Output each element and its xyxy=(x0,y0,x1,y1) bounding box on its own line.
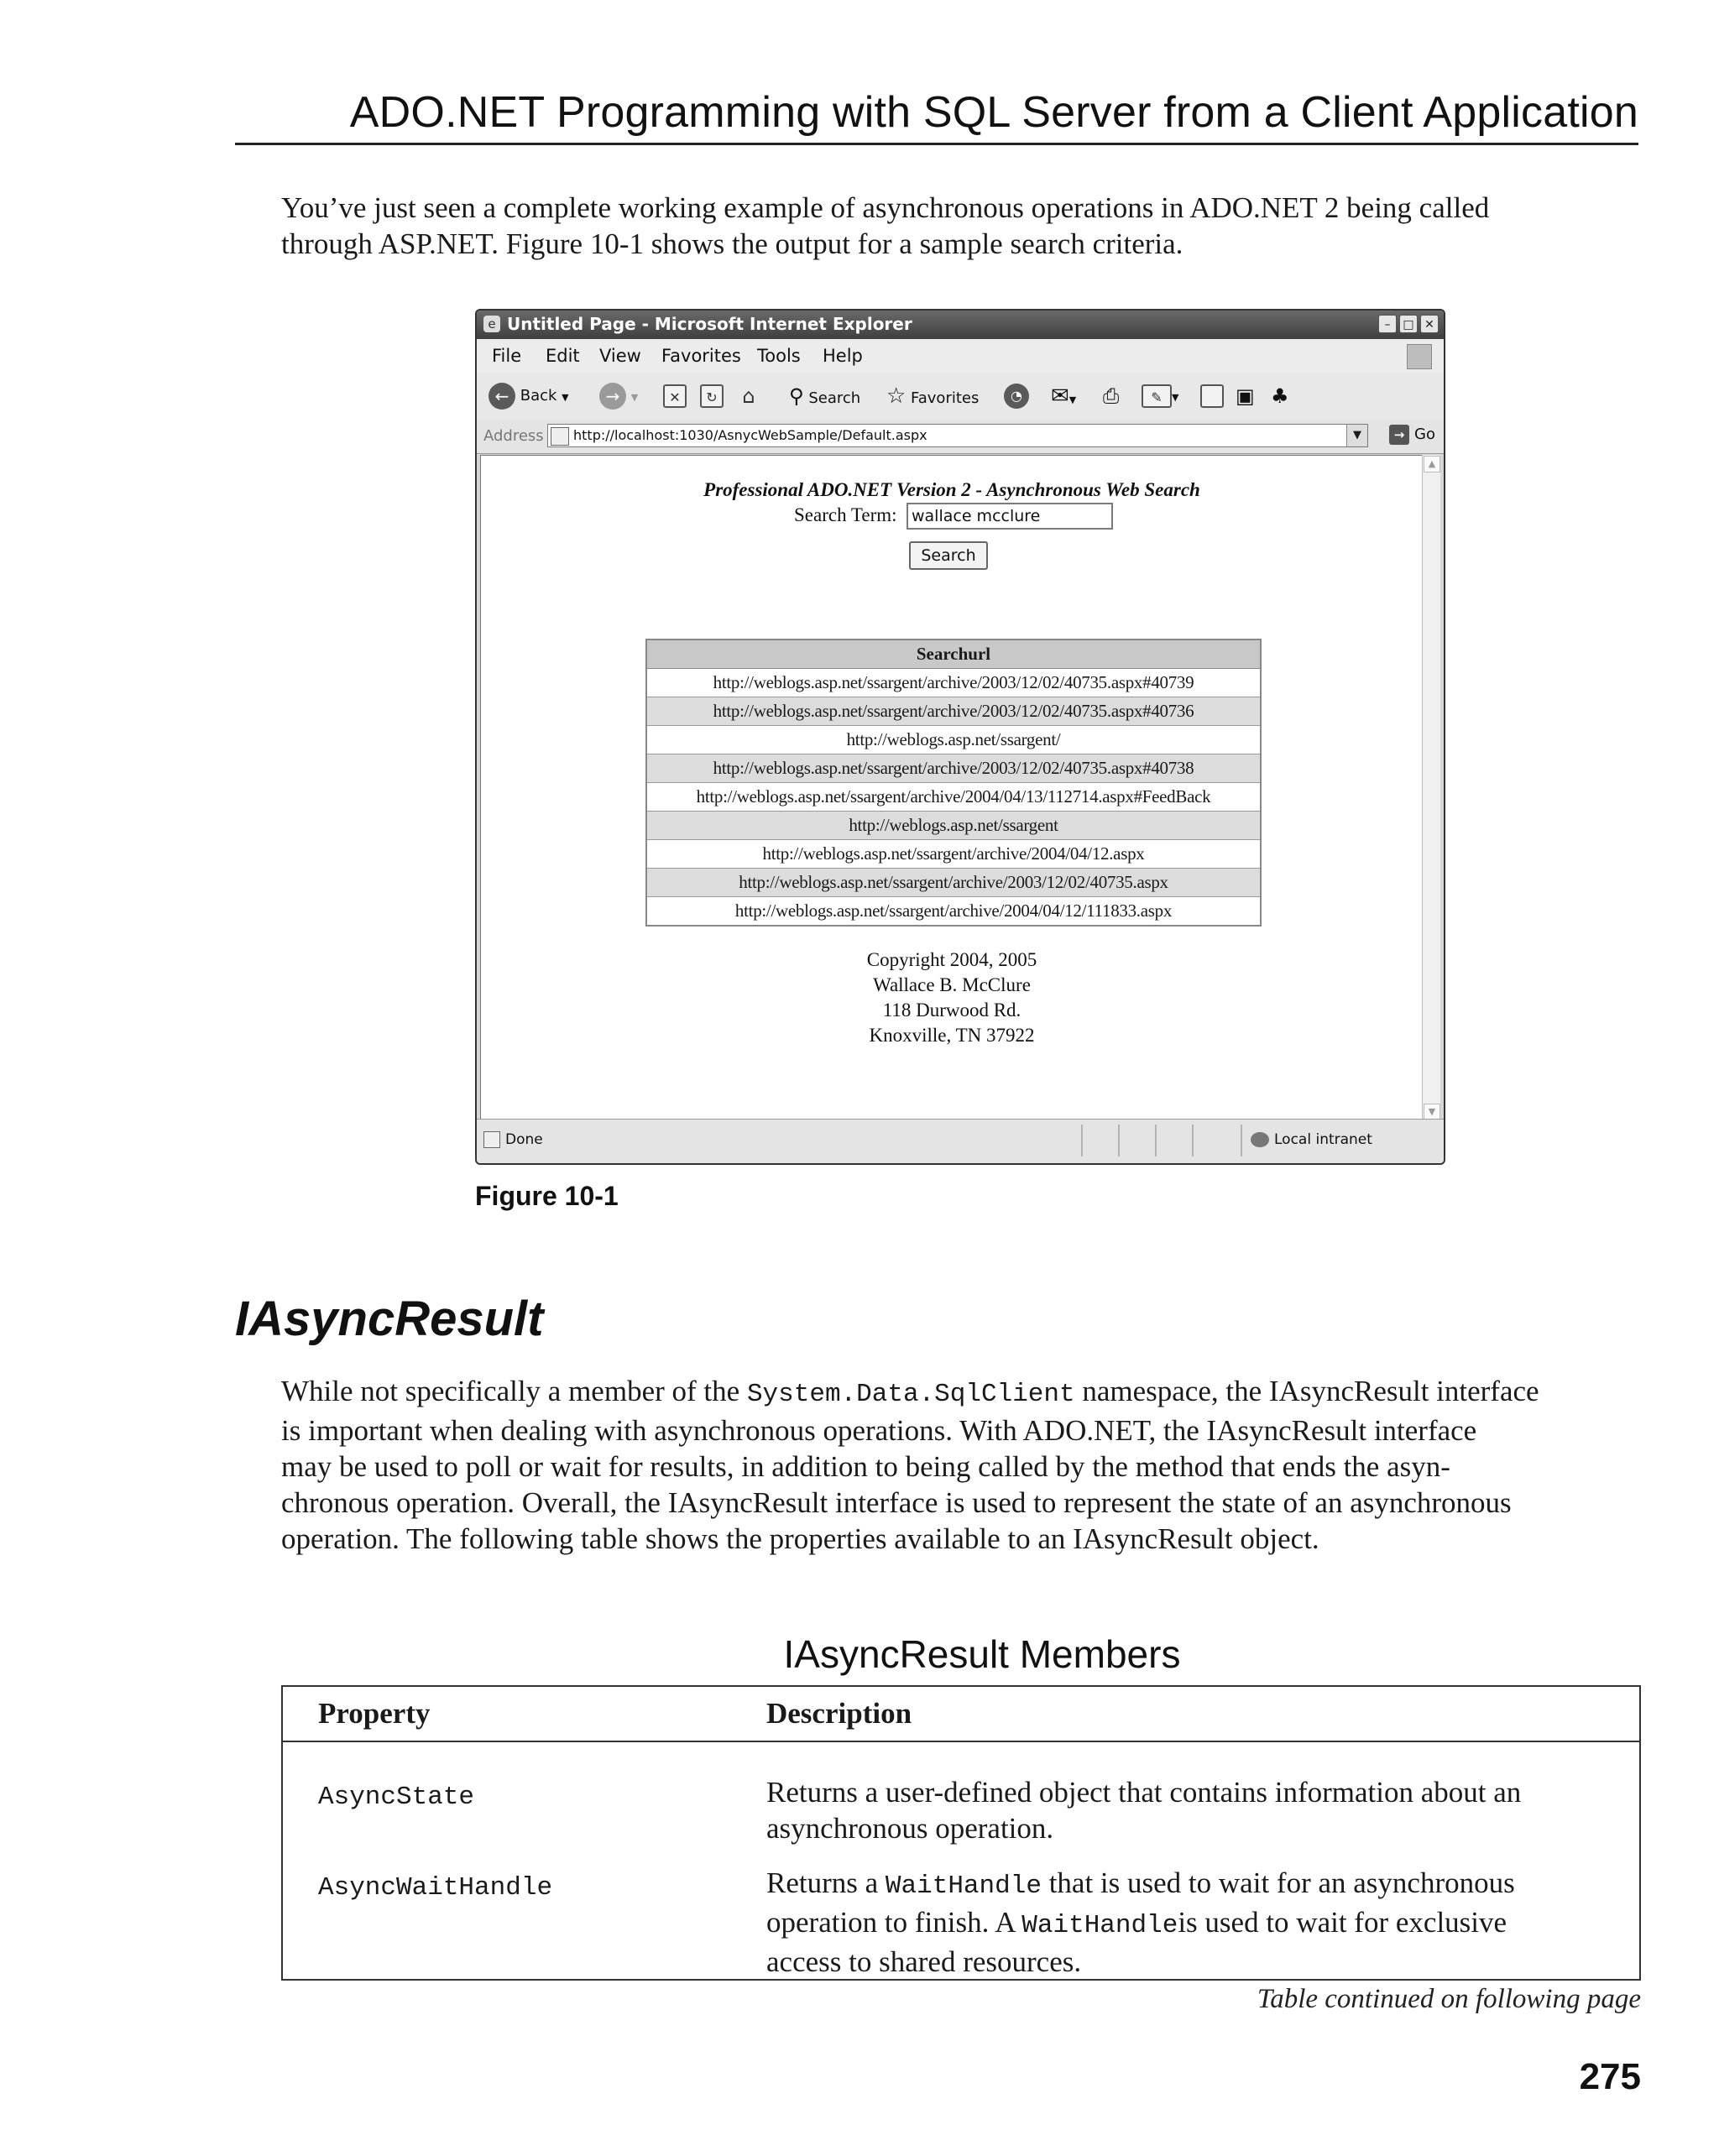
body-text: Returns a xyxy=(766,1866,886,1899)
search-submit-button[interactable]: Search xyxy=(909,541,988,570)
back-button[interactable] xyxy=(489,381,569,411)
globe-icon xyxy=(1251,1132,1269,1147)
city-line: Knoxville, TN 37922 xyxy=(869,1025,1035,1046)
body-line-5: operation. The following table shows the properties available to an IAsyncResult object. xyxy=(281,1522,1319,1555)
history-icon: ◔ xyxy=(1004,384,1029,409)
refresh-icon: ↻ xyxy=(700,384,724,408)
body-paragraph xyxy=(281,1373,1641,1557)
body-line-3: may be used to poll or wait for results, in addition to being called by the method that ends the asyn- xyxy=(281,1450,1450,1483)
window-controls xyxy=(1376,315,1439,333)
inline-code: WaitHandle xyxy=(885,1871,1042,1901)
result-url[interactable]: http://weblogs.asp.net/ssargent/archive/2004/04/13/112714.aspx#FeedBack xyxy=(646,783,1261,812)
discuss-icon xyxy=(1200,384,1224,408)
menu-favorites[interactable]: Favorites xyxy=(661,346,741,366)
page-done-icon xyxy=(483,1131,500,1148)
ie-icon: e xyxy=(483,316,500,332)
inline-code: System.Data.SqlClient xyxy=(746,1380,1075,1409)
vertical-scrollbar[interactable] xyxy=(1422,455,1440,1121)
description-line: asynchronous operation. xyxy=(766,1812,1054,1845)
intro-paragraph xyxy=(281,190,1641,262)
address-url: http://localhost:1030/AsnycWebSample/Default.aspx xyxy=(573,427,927,443)
author-line: Wallace B. McClure xyxy=(873,974,1031,995)
stop-icon: ✕ xyxy=(663,384,687,408)
status-bar xyxy=(477,1119,1444,1163)
browser-window xyxy=(475,309,1445,1165)
messenger-button[interactable] xyxy=(1271,381,1289,411)
property-name: AsyncState xyxy=(318,1783,475,1812)
column-header-property: Property xyxy=(318,1697,431,1730)
web-page-title: Professional ADO.NET Version 2 - Asynchronous Web Search xyxy=(703,479,1200,500)
table-header xyxy=(283,1687,1639,1742)
address-label: Address xyxy=(483,427,544,445)
go-arrow-icon: → xyxy=(1389,425,1409,445)
favorites-label: Favorites xyxy=(911,389,980,407)
result-url[interactable]: http://weblogs.asp.net/ssargent/archive/2004/04/12/111833.aspx xyxy=(646,897,1261,927)
search-button[interactable] xyxy=(789,381,860,411)
back-arrow-icon: ← xyxy=(489,383,515,410)
title-bar xyxy=(477,311,1444,339)
menu-view[interactable]: View xyxy=(599,346,641,366)
description-line xyxy=(766,1865,1622,1904)
body-text: While not specifically a member of the xyxy=(281,1375,747,1407)
menu-edit[interactable]: Edit xyxy=(546,346,580,366)
intro-line-2: through ASP.NET. Figure 10-1 shows the output for a sample search criteria. xyxy=(281,227,1183,260)
intro-line-1: You’ve just seen a complete working example of asynchronous operations in ADO.NET 2 being called xyxy=(281,191,1490,224)
result-url[interactable]: http://weblogs.asp.net/ssargent/archive/2003/12/02/40735.aspx#40739 xyxy=(646,669,1261,697)
favorites-button[interactable] xyxy=(886,381,979,411)
address-input[interactable] xyxy=(547,424,1368,447)
history-button[interactable] xyxy=(1004,381,1029,411)
minimize-icon[interactable]: – xyxy=(1378,315,1397,333)
result-url[interactable]: http://weblogs.asp.net/ssargent/ xyxy=(646,726,1261,754)
forward-arrow-icon: → xyxy=(599,383,626,410)
running-head xyxy=(235,84,1638,145)
status-divider xyxy=(1118,1125,1120,1156)
search-input[interactable]: wallace mcclure xyxy=(907,503,1113,530)
result-url[interactable]: http://weblogs.asp.net/ssargent/archive/2004/04/12.aspx xyxy=(646,840,1261,869)
messenger-icon: ♣ xyxy=(1271,384,1289,408)
column-header-description: Description xyxy=(766,1697,912,1730)
status-divider xyxy=(1081,1125,1083,1156)
table-continued-note: Table continued on following page xyxy=(1257,1984,1641,2014)
grid-header: Searchurl xyxy=(646,639,1261,669)
running-head-title: ADO.NET Programming with SQL Server from a Client Application xyxy=(349,88,1638,137)
body-text: that is used to wait for an asynchronous xyxy=(1041,1866,1515,1899)
status-divider xyxy=(1192,1125,1194,1156)
scroll-down-icon[interactable]: ▼ xyxy=(1424,1104,1440,1120)
edit-icon: ✎ xyxy=(1142,384,1172,408)
star-icon: ☆ xyxy=(886,384,907,409)
window-title: Untitled Page - Microsoft Internet Explorer xyxy=(507,314,912,334)
chevron-down-icon[interactable]: ▼ xyxy=(1346,425,1367,446)
zone-label: Local intranet xyxy=(1274,1131,1372,1148)
body-line-2: is important when dealing with asynchronous operations. With ADO.NET, the IAsyncResult interface xyxy=(281,1414,1477,1447)
chevron-down-icon: ▼ xyxy=(630,392,639,403)
back-label: Back xyxy=(520,387,557,405)
menu-help[interactable]: Help xyxy=(823,346,863,366)
status-done xyxy=(483,1131,543,1148)
body-text: operation to finish. A xyxy=(766,1906,1022,1939)
page-viewport xyxy=(480,455,1424,1121)
table-title: IAsyncResult Members xyxy=(783,1632,1181,1676)
refresh-button[interactable] xyxy=(700,381,724,411)
result-url[interactable]: http://weblogs.asp.net/ssargent/archive/2003/12/02/40735.aspx#40738 xyxy=(646,754,1261,783)
figure-caption: Figure 10-1 xyxy=(475,1181,619,1211)
research-button[interactable] xyxy=(1236,381,1255,411)
description-line: Returns a user-defined object that contains information about an xyxy=(766,1776,1522,1809)
edit-button[interactable] xyxy=(1142,381,1178,411)
status-text: Done xyxy=(505,1131,543,1148)
body-text: is used to wait for exclusive xyxy=(1178,1906,1507,1939)
magnifier-icon: ⚲ xyxy=(789,384,804,408)
menu-tools[interactable]: Tools xyxy=(757,346,801,366)
members-table xyxy=(281,1685,1641,1981)
page-icon xyxy=(551,427,569,446)
property-name: AsyncWaitHandle xyxy=(318,1873,553,1903)
page-footer xyxy=(481,947,1423,1048)
body-line-4: chronous operation. Overall, the IAsyncResult interface is used to represent the state of an asynchronous xyxy=(281,1486,1512,1519)
forward-button[interactable] xyxy=(599,381,638,411)
search-row xyxy=(794,504,1041,526)
property-description xyxy=(766,1774,1622,1846)
status-divider xyxy=(1155,1125,1157,1156)
menu-bar xyxy=(477,339,1444,373)
address-bar xyxy=(477,420,1444,454)
search-term-label: Search Term: xyxy=(794,504,897,525)
go-label: Go xyxy=(1414,425,1435,443)
mail-button[interactable] xyxy=(1051,381,1076,411)
close-icon[interactable]: ✕ xyxy=(1420,315,1439,333)
search-label: Search xyxy=(808,389,861,407)
toolbar xyxy=(477,373,1444,420)
chevron-down-icon: ▼ xyxy=(1068,394,1077,405)
home-button[interactable] xyxy=(737,381,760,411)
property-description xyxy=(766,1865,1622,1980)
printer-icon: ⎙ xyxy=(1103,384,1120,408)
chevron-down-icon: ▼ xyxy=(1172,392,1179,403)
page-number: 275 xyxy=(1579,2056,1641,2097)
status-divider xyxy=(1241,1125,1242,1156)
stop-button[interactable] xyxy=(663,381,687,411)
body-text: namespace, the IAsyncResult interface xyxy=(1074,1375,1539,1407)
maximize-icon[interactable]: □ xyxy=(1399,315,1418,333)
discuss-button[interactable] xyxy=(1200,381,1224,411)
mail-icon: ✉ xyxy=(1051,384,1069,409)
inline-code: WaitHandle xyxy=(1021,1911,1178,1940)
results-grid xyxy=(645,639,1262,927)
street-line: 118 Durwood Rd. xyxy=(882,1000,1021,1021)
chevron-down-icon: ▼ xyxy=(562,392,569,403)
research-icon: ▣ xyxy=(1236,384,1255,408)
go-button[interactable] xyxy=(1389,425,1435,445)
result-url[interactable]: http://weblogs.asp.net/ssargent xyxy=(646,812,1261,840)
home-icon: ⌂ xyxy=(742,384,755,408)
result-url[interactable]: http://weblogs.asp.net/ssargent/archive/2003/12/02/40735.aspx xyxy=(646,869,1261,897)
print-button[interactable] xyxy=(1103,381,1119,411)
result-url[interactable]: http://weblogs.asp.net/ssargent/archive/2003/12/02/40735.aspx#40736 xyxy=(646,697,1261,726)
copyright-line: Copyright 2004, 2005 xyxy=(866,949,1037,970)
body-line-1 xyxy=(281,1373,1641,1412)
description-line: access to shared resources. xyxy=(766,1945,1082,1978)
scroll-up-icon[interactable]: ▲ xyxy=(1424,456,1440,472)
description-line xyxy=(766,1904,1622,1944)
menu-file[interactable]: File xyxy=(492,346,522,366)
windows-flag-icon xyxy=(1407,344,1432,369)
security-zone xyxy=(1251,1131,1372,1148)
section-heading: IAsyncResult xyxy=(235,1292,544,1346)
